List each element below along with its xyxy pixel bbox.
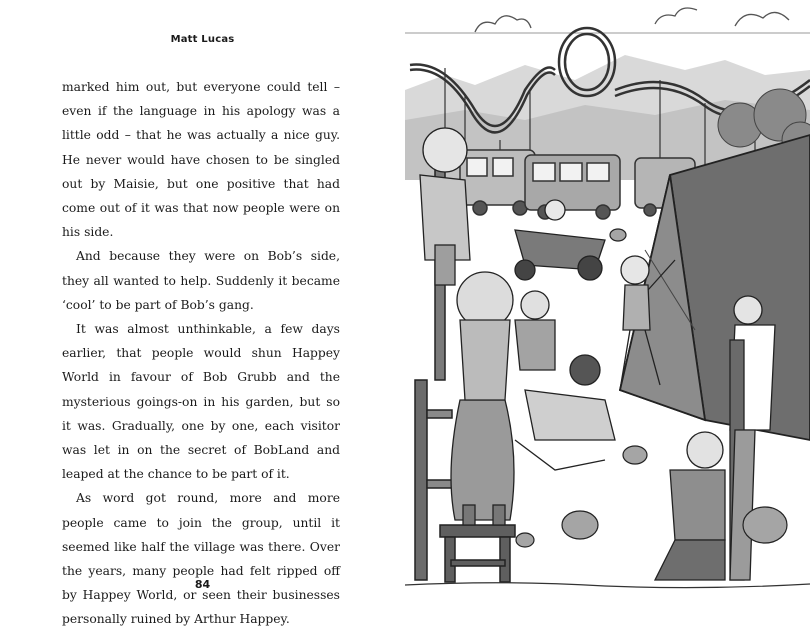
page-number: 84 <box>194 578 211 591</box>
body-text <box>62 75 340 632</box>
woman-painting <box>451 272 514 525</box>
man-with-paint <box>420 128 470 285</box>
paragraph: As word got round, more and more people came to join the group, until it seemed like half the village was there. Over the years, many people had felt ripped off by Happey World, or seen their businesses personally ruined by Arthur Happey. <box>62 491 340 627</box>
kid-kneeling <box>655 432 725 580</box>
man-pulling-rope <box>515 355 615 470</box>
fairground-illustration <box>405 0 810 622</box>
wheelbarrow-man <box>515 200 605 280</box>
stool <box>440 525 515 582</box>
running-head: Matt Lucas <box>170 34 235 45</box>
camper-vans <box>460 150 695 219</box>
ground <box>405 583 810 588</box>
right-page <box>405 0 810 622</box>
clouds <box>405 8 810 33</box>
left-page <box>0 0 405 627</box>
paragraph: It was almost unthinkable, a few days earlier, that people would shun Happey World in favour of Bob Grubb and the mysterious goings-on in his garden, but so it was. Gradually, one by one, each visitor was let in on the secret of BobLand and leaped at the chance to be part of it. <box>62 322 340 482</box>
paragraph: And because they were on Bob’s side, they all wanted to help. Suddenly it became ‘cool’ to be part of Bob’s gang. <box>62 249 340 312</box>
paragraph: marked him out, but everyone could tell – even if the language in his apology was a little odd – that he was actually a nice guy. He never would have chosen to be singled out by Maisie, but one positive that had come out of it was that now people were on his side. <box>62 80 340 240</box>
kid-hammering <box>515 291 555 370</box>
